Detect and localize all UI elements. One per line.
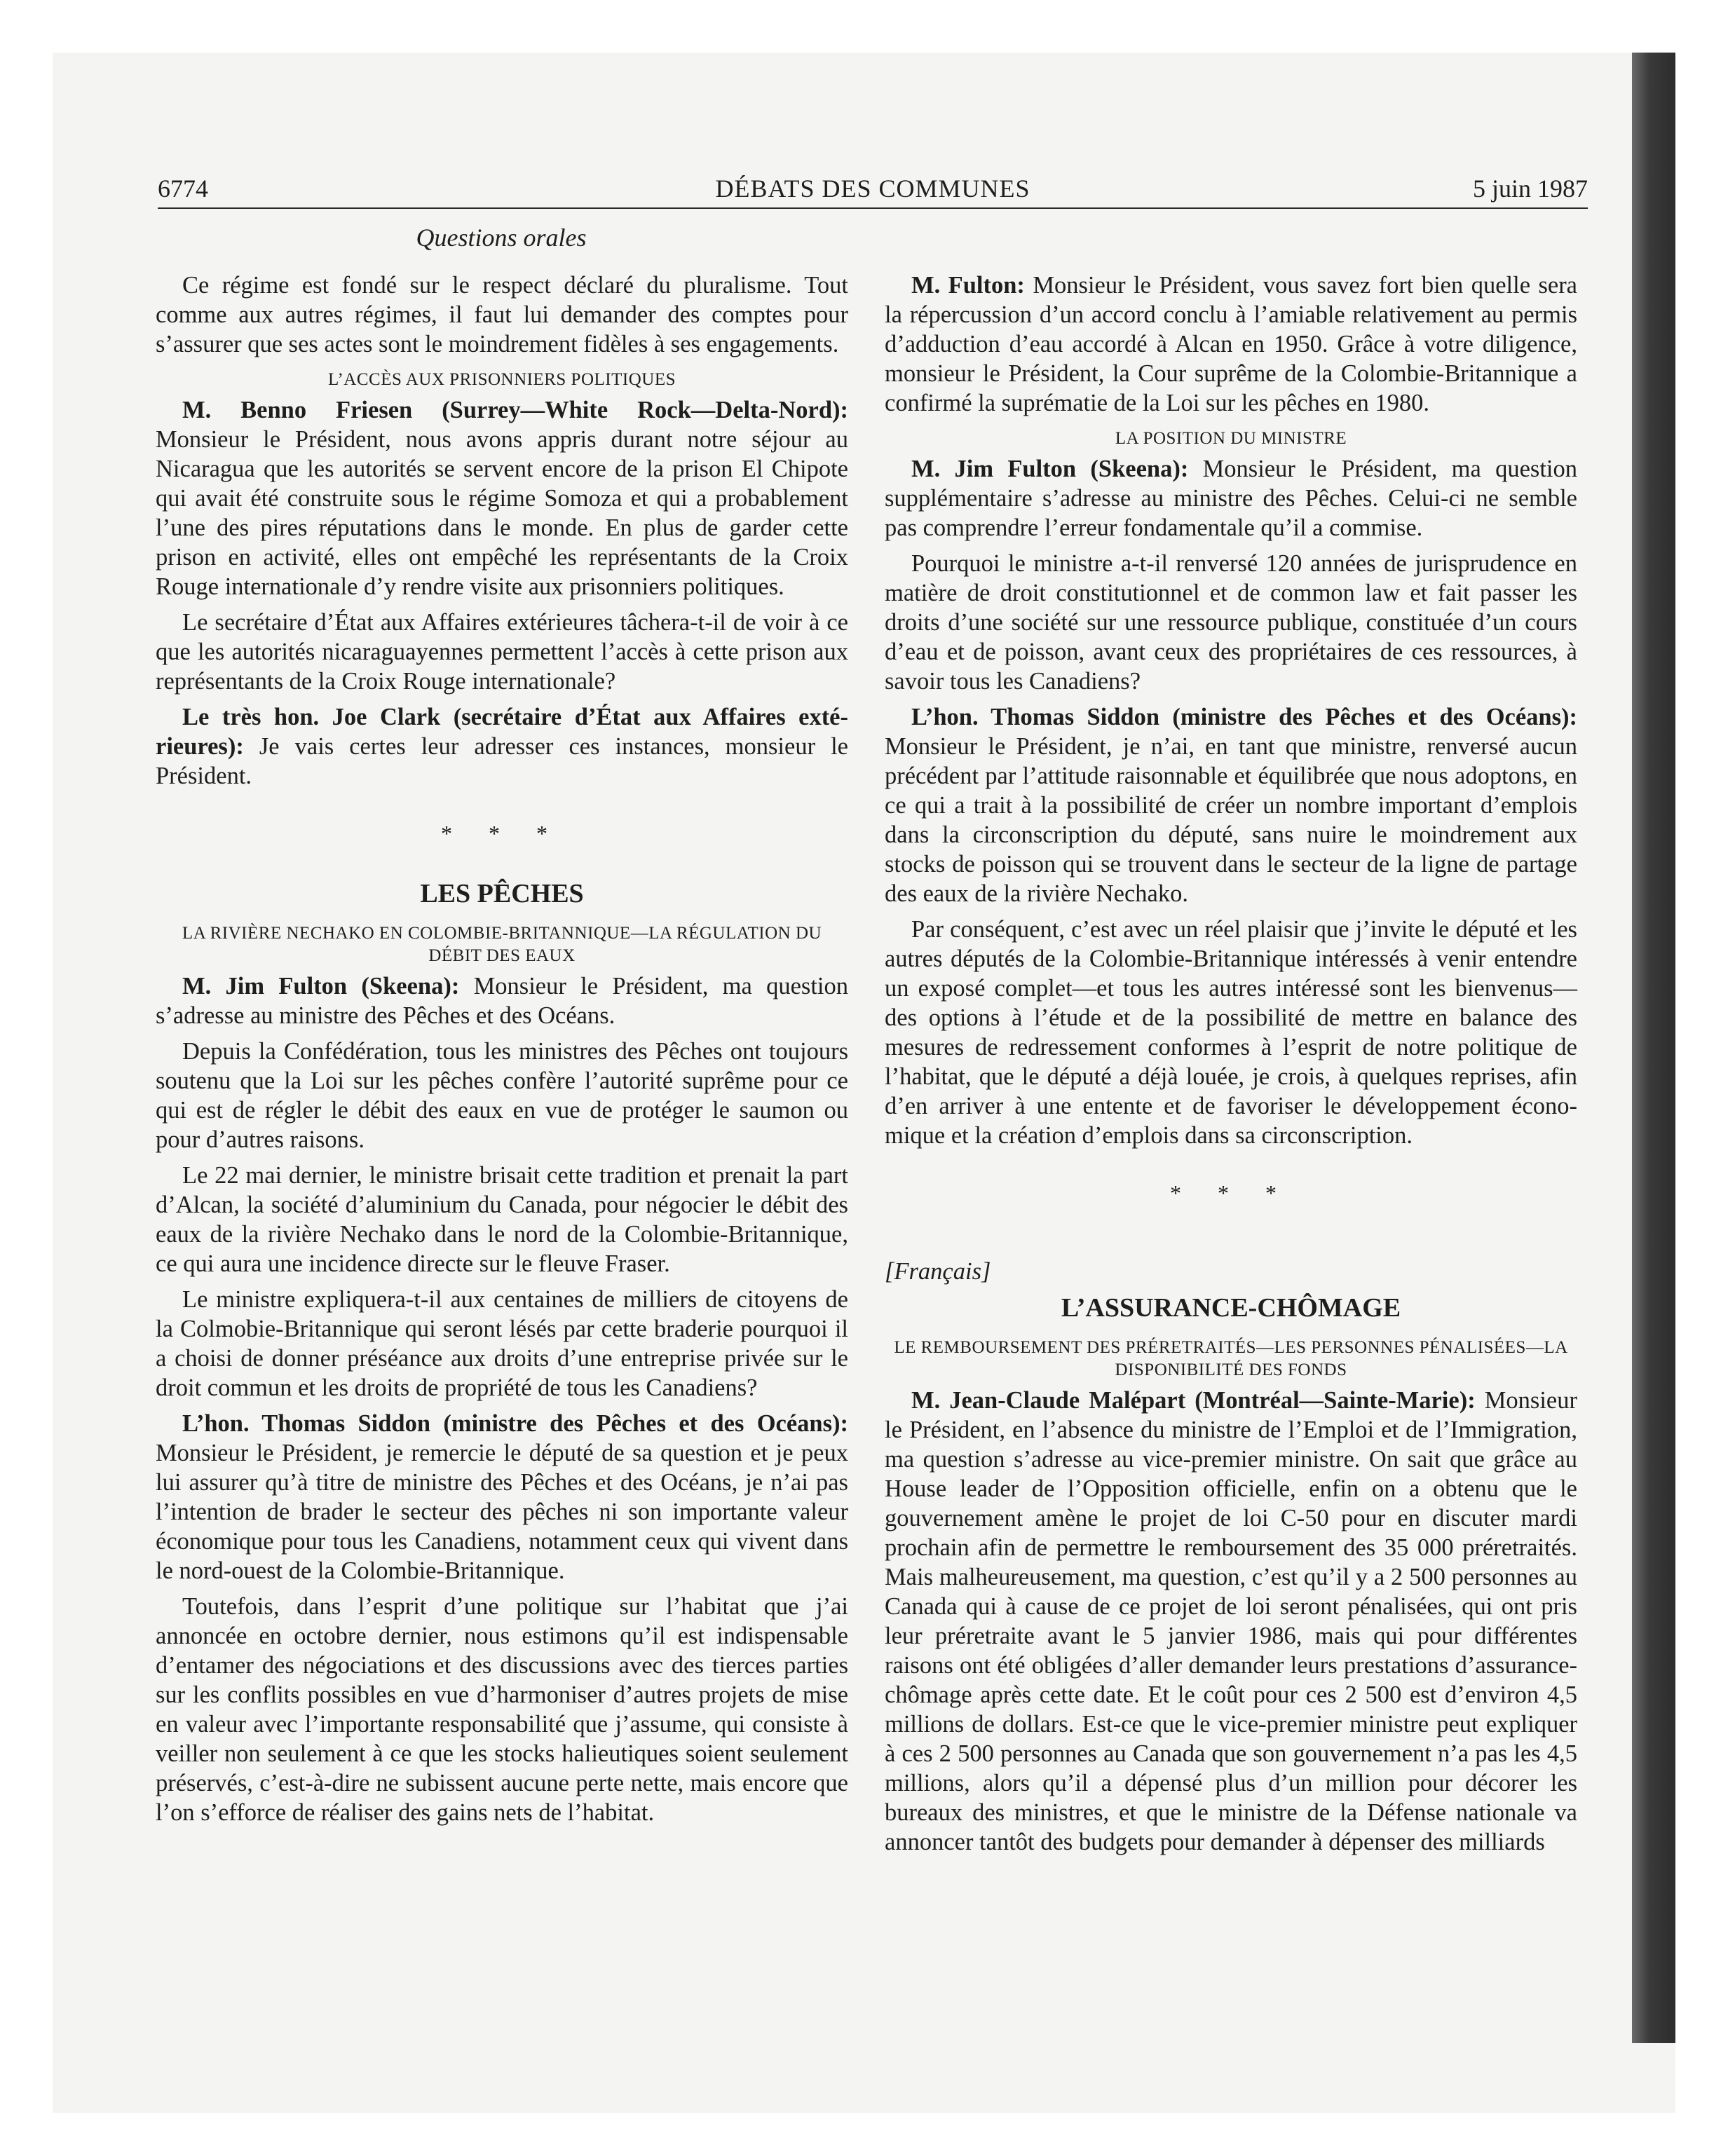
section-heading: L’ASSURANCE-CHÔMAGE: [1061, 1293, 1401, 1323]
subheading: L’ACCÈS AUX PRISONNIERS POLITIQUES: [328, 370, 676, 389]
section-separator: * * *: [441, 821, 563, 846]
header-rule: [158, 207, 1588, 209]
paragraph: Le 22 mai dernier, le ministre brisait cette tradition et prenait la part d’Alcan, la société d’aluminium du Canada, pour négocier le débit des eaux de la rivière Nechako dans le nord de la Colombie-Britannique, ce qui aura une incidence directe sur le fleuve Fraser.: [156, 1162, 848, 1277]
speaker-name: M. Jim Fulton (Skeena):: [911, 456, 1189, 482]
paragraph: Pourquoi le ministre a-t-il renversé 120 années de jurisprudence en matière de droit constitutionnel et de common law et fait passer les droits d’une société sur une ressource publique, constituée d’un cours d’eau et de poisson, avant ceux des propriétaires de ces ressources, à savoir tous les Canadiens?: [885, 550, 1577, 695]
paragraph: Par conséquent, c’est avec un réel plaisir que j’invite le député et les autres députés de la Colombie-Britannique intéressés à venir entendre un exposé complet—et tous les autres intéressé sont les bienvenus—des options à l’étude et de la possibilité de mettre en balance des mesures de redressement conformes à l’esprit de notre politique de l’habitat, que le député a déjà louée, je crois, à quelques reprises, afin d’en arriver à une entente et de favoriser le développement économique et la création d’emplois dans sa circonscription.: [885, 916, 1577, 1149]
subheading: LA RIVIÈRE NECHAKO EN COLOMBIE-BRITANNIQUE—LA RÉGULATION DU DÉBIT DES EAUX: [182, 924, 822, 965]
speaker-name: M. Jean-Claude Malépart (Montréal—Sainte-Marie):: [911, 1387, 1476, 1414]
paragraph: M. Jim Fulton (Skeena): Monsieur le Président, ma question supplémentaire s’adresse au ministre des Pêches. Celui-ci ne semble pas comprendre l’erreur fondamentale qu’il a commise.: [885, 456, 1577, 541]
section-header: Questions orales: [416, 224, 587, 252]
paragraph: M. Jim Fulton (Skeena): Monsieur le Président, ma question s’adresse au ministre des Pêches et des Océans.: [156, 973, 848, 1029]
section-heading: LES PÊCHES: [420, 879, 584, 908]
speaker-name: Le très hon. Joe Clark (secrétaire d’État aux Affaires extérieures):: [156, 704, 848, 760]
speaker-name: M. Benno Friesen (Surrey—White Rock—Delta-Nord):: [182, 397, 848, 423]
speaker-name: M. Fulton:: [911, 272, 1025, 299]
paragraph: L’hon. Thomas Siddon (ministre des Pêches et des Océans): Monsieur le Président, je n’ai, en tant que ministre, renversé aucun précédent par l’attitude raisonnable et équilibrée que nous adoptons, en ce qui a trait à la possibilité de créer un nombre important d’emplois dans la circonscription du député, sans nuire le moindrement aux stocks de poisson qui se trouvent dans le secteur de la ligne de partage des eaux de la rivière Nechako.: [885, 704, 1577, 907]
page-number: 6774: [158, 175, 208, 203]
section-separator: * * *: [1170, 1180, 1292, 1206]
right-column: [885, 271, 1577, 1857]
speaker-name: L’hon. Thomas Siddon (ministre des Pêches et des Océans):: [911, 704, 1577, 730]
paragraph: Ce régime est fondé sur le respect déclaré du pluralisme. Tout comme aux autres régimes, il faut lui demander des comptes pour s’assurer que ses actes sont le moindrement fidèles à ses engagements.: [156, 272, 848, 357]
speaker-name: M. Jim Fulton (Skeena):: [182, 973, 460, 999]
paragraph: Toutefois, dans l’esprit d’une politique sur l’habitat que j’ai annoncée en octobre dernier, nous estimons qu’il est indispensable d’entamer des négociations et des discussions avec des tierces parties sur les conflits possibles en vue d’harmoniser d’autres projets de mise en valeur avec l’importante responsabilité que j’assume, qui consiste à veiller non seulement à ce que les stocks halieutiques soient seulement préservés, c’est-à-dire ne subissent aucune perte nette, mais encore que l’on s’efforce de réaliser des gains nets de l’habitat.: [156, 1593, 848, 1826]
language-marker: [Français]: [885, 1258, 991, 1285]
subheading: LA POSITION DU MINISTRE: [1115, 429, 1347, 448]
left-column: [156, 271, 848, 1827]
subheading: LE REMBOURSEMENT DES PRÉRETRAITÉS—LES PERSONNES PÉNALISÉES—LA DISPONIBILITÉ DES FONDS: [894, 1338, 1568, 1379]
paragraph: M. Benno Friesen (Surrey—White Rock—Delta-Nord): Monsieur le Président, nous avons appris durant notre séjour au Nicaragua que les autorités se servent encore de la prison El Chipote qui avait été construite sous le régime Somoza et qui a probablement l’une des pires réputations dans le monde. En plus de garder cette prison en activité, elles ont empêché les représentants de la Croix Rouge internationale d’y rendre visite aux prisonniers politiques.: [156, 397, 848, 600]
paragraph: L’hon. Thomas Siddon (ministre des Pêches et des Océans): Monsieur le Président, je remercie le député de sa question et je peux lui assurer qu’à titre de ministre des Pêches et des Océans, je n’ai pas l’intention de brader le secteur des pêches ni son importante valeur économique pour tous les Canadiens, notamment ceux qui vivent dans le nord-ouest de la Colombie-Britannique.: [156, 1410, 848, 1584]
paragraph: Le secrétaire d’État aux Affaires extérieures tâchera-t-il de voir à ce que les autorités nicaraguayennes permettent l’accès à cette prison aux représentants de la Croix Rouge internationale?: [156, 609, 848, 695]
paragraph: Le ministre expliquera-t-il aux centaines de milliers de citoyens de la Colmobie-Britannique qui seront lésés par cette braderie pourquoi il a choisi de donner préséance aux droits d’une entreprise privée sur le droit commun et les droits de propriété de tous les Canadiens?: [156, 1286, 848, 1401]
paragraph: Depuis la Confédération, tous les ministres des Pêches ont toujours soutenu que la Loi sur les pêches confère l’autorité suprême pour ce qui est de régler le débit des eaux en vue de protéger le saumon ou pour d’autres raisons.: [156, 1038, 848, 1153]
paragraph: M. Jean-Claude Malépart (Montréal—Sainte-Marie): Monsieur le Président, en l’absence du ministre de l’Emploi et de l’Immigration, ma question s’adresse au vice-premier ministre. On sait que grâce au House leader de l’Opposition officielle, enfin on a obtenu que le gouvernement amène le projet de loi C-50 pour en discuter mardi prochain afin de permettre le remboursement des 35 000 préretraités. Mais malheureusement, ma question, c’est qu’il y a 2 500 personnes au Canada qui à cause de ce projet de loi seront pénalisées, qui ont pris leur préretraite avant le 5 janvier 1986, mais qui pour différentes raisons ont été obligées d’aller demander leurs prestations d’assurance-chômage après cette date. Et le coût pour ces 2 500 est d’environ 4,5 millions de dollars. Est-ce que le vice-premier ministre peut expliquer à ces 2 500 personnes au Canada que son gouvernement n’a pas les 4,5 millions, alors qu’il a dépensé plus d’un million pour décorer les bureaux des ministres, et que le ministre de la Défense nationale va annoncer tantôt des budgets pour demander à dépenser des milliards: [885, 1387, 1577, 1855]
paragraph: M. Fulton: Monsieur le Président, vous savez fort bien quelle sera la répercussion d’un accord conclu à l’amiable relativement au permis d’adduction d’eau accordé à Alcan en 1950. Grâce à votre diligence, monsieur le Président, la Cour suprême de la Colombie-Britannique a confirmé la suprématie de la Loi sur les pêches en 1980.: [885, 272, 1577, 416]
speaker-name: L’hon. Thomas Siddon (ministre des Pêches et des Océans):: [182, 1410, 848, 1437]
publication-date: 5 juin 1987: [1472, 175, 1588, 203]
page-binding-edge: [1632, 53, 1675, 2043]
running-header: [158, 174, 1588, 209]
paragraph: Le très hon. Joe Clark (secrétaire d’État aux Affaires extérieures): Je vais certes leur adresser ces instances, monsieur le Président.: [156, 704, 848, 789]
publication-title: DÉBATS DES COMMUNES: [715, 175, 1030, 203]
